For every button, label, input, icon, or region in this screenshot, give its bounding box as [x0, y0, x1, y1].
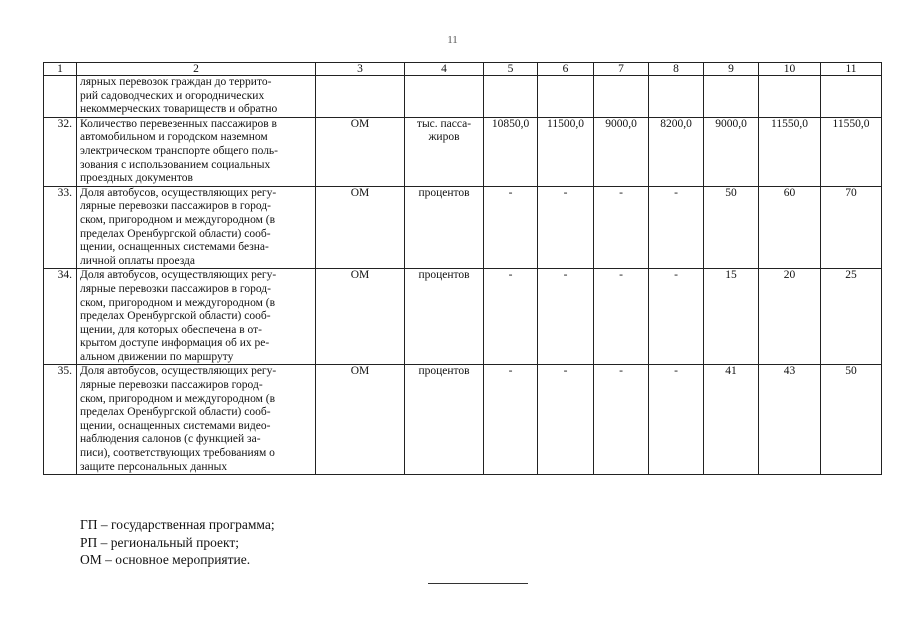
table-row	[44, 186, 882, 269]
row-number: 34.	[44, 269, 77, 365]
indicator-description	[77, 365, 316, 475]
year-value: 11550,0	[759, 117, 821, 186]
column-number-row	[44, 63, 882, 76]
description-line: Доля автобусов, осуществляющих регу-	[80, 269, 277, 282]
description-line: пределах Оренбургской области) сооб-	[80, 310, 271, 323]
year-value: 9000,0	[594, 117, 649, 186]
year-value: 43	[759, 365, 821, 475]
year-value: 15	[704, 269, 759, 365]
description-line: крытом доступе информация об их ре-	[80, 337, 270, 350]
description-line: лярные перевозки пассажиров в город-	[80, 200, 271, 213]
year-value	[594, 76, 649, 118]
indicators-table	[43, 62, 882, 475]
footnote-om: ОМ – основное мероприятие.	[80, 552, 251, 567]
indicator-description	[77, 76, 316, 118]
indicator-type: ОМ	[316, 269, 405, 365]
year-value	[704, 76, 759, 118]
year-value: 50	[704, 186, 759, 269]
description-line: электрическом транспорте общего поль-	[80, 144, 279, 157]
description-line: щении, оснащенных системами безна-	[80, 241, 269, 254]
footnote-gp: ГП – государственная программа;	[80, 517, 275, 532]
page-number: 11	[447, 34, 458, 46]
description-line: защите персональных данных	[80, 460, 228, 473]
unit-of-measure: процентов	[405, 365, 484, 475]
description-line: писи), соответствующих требованиям о	[80, 447, 275, 460]
footnotes	[80, 516, 275, 569]
row-number: 33.	[44, 186, 77, 269]
unit-of-measure	[405, 76, 484, 118]
year-value: 11550,0	[821, 117, 882, 186]
description-line: ском, пригородном и междугородном (в	[80, 296, 276, 309]
description-line: наблюдения салонов (с функцией за-	[80, 433, 261, 446]
year-value	[538, 76, 594, 118]
row-number: 32.	[44, 117, 77, 186]
year-value: -	[538, 365, 594, 475]
description-line: рий садоводческих и огороднических	[80, 89, 265, 102]
year-value: 10850,0	[484, 117, 538, 186]
description-line: Количество перевезенных пассажиров в	[80, 117, 277, 130]
description-line: Доля автобусов, осуществляющих регу-	[80, 365, 277, 378]
indicator-description	[77, 269, 316, 365]
year-value: -	[538, 269, 594, 365]
description-line: зования с использованием социальных	[80, 158, 271, 171]
year-value: 70	[821, 186, 882, 269]
indicator-description	[77, 186, 316, 269]
col-header: 4	[405, 63, 484, 76]
description-line: лярных перевозок граждан до террито-	[80, 76, 272, 88]
description-line: Доля автобусов, осуществляющих регу-	[80, 186, 277, 199]
year-value: 8200,0	[649, 117, 704, 186]
description-line: проездных документов	[80, 172, 193, 185]
year-value: 41	[704, 365, 759, 475]
unit-of-measure: процентов	[405, 186, 484, 269]
year-value: 50	[821, 365, 882, 475]
year-value	[649, 76, 704, 118]
year-value: 25	[821, 269, 882, 365]
year-value: -	[649, 269, 704, 365]
year-value: -	[649, 186, 704, 269]
description-line: ском, пригородном и междугородном (в	[80, 392, 276, 405]
closing-rule	[428, 583, 528, 584]
year-value: -	[594, 269, 649, 365]
col-header: 3	[316, 63, 405, 76]
col-header: 7	[594, 63, 649, 76]
col-header: 1	[44, 63, 77, 76]
description-line: ском, пригородном и междугородном (в	[80, 213, 276, 226]
row-number: 35.	[44, 365, 77, 475]
col-header: 8	[649, 63, 704, 76]
indicator-type: ОМ	[316, 186, 405, 269]
year-value: 20	[759, 269, 821, 365]
table-row	[44, 117, 882, 186]
footnote-rp: РП – региональный проект;	[80, 534, 240, 550]
table-row	[44, 269, 882, 365]
indicator-type: ОМ	[316, 365, 405, 475]
year-value: -	[484, 365, 538, 475]
table-row	[44, 76, 882, 118]
year-value	[484, 76, 538, 118]
description-line: щении, оснащенных системами видео-	[80, 419, 271, 432]
year-value: 11500,0	[538, 117, 594, 186]
col-header: 9	[704, 63, 759, 76]
col-header: 10	[759, 63, 821, 76]
year-value: -	[484, 186, 538, 269]
description-line: альном движении по маршруту	[80, 350, 234, 363]
year-value	[821, 76, 882, 118]
indicator-type: ОМ	[316, 117, 405, 186]
year-value: -	[594, 186, 649, 269]
description-line: личной оплаты проезда	[80, 254, 196, 267]
col-header: 2	[77, 63, 316, 76]
description-line: автомобильном и городском наземном	[80, 131, 268, 144]
description-line: лярные перевозки пассажиров в город-	[80, 282, 271, 295]
table-row	[44, 365, 882, 475]
year-value	[759, 76, 821, 118]
col-header: 5	[484, 63, 538, 76]
year-value: -	[538, 186, 594, 269]
description-line: пределах Оренбургской области) сооб-	[80, 227, 271, 240]
description-line: некоммерческих товариществ и обратно	[80, 103, 278, 116]
col-header: 11	[821, 63, 882, 76]
unit-of-measure: процентов	[405, 269, 484, 365]
indicator-type	[316, 76, 405, 118]
description-line: лярные перевозки пассажиров город-	[80, 379, 263, 392]
year-value: 9000,0	[704, 117, 759, 186]
year-value: -	[594, 365, 649, 475]
description-line: щении, для которых обеспечена в от-	[80, 323, 262, 336]
indicator-description	[77, 117, 316, 186]
year-value: -	[649, 365, 704, 475]
year-value: -	[484, 269, 538, 365]
col-header: 6	[538, 63, 594, 76]
unit-of-measure: тыс. пасса-жиров	[405, 117, 484, 186]
year-value: 60	[759, 186, 821, 269]
row-number	[44, 76, 77, 118]
description-line: пределах Оренбургской области) сооб-	[80, 406, 271, 419]
